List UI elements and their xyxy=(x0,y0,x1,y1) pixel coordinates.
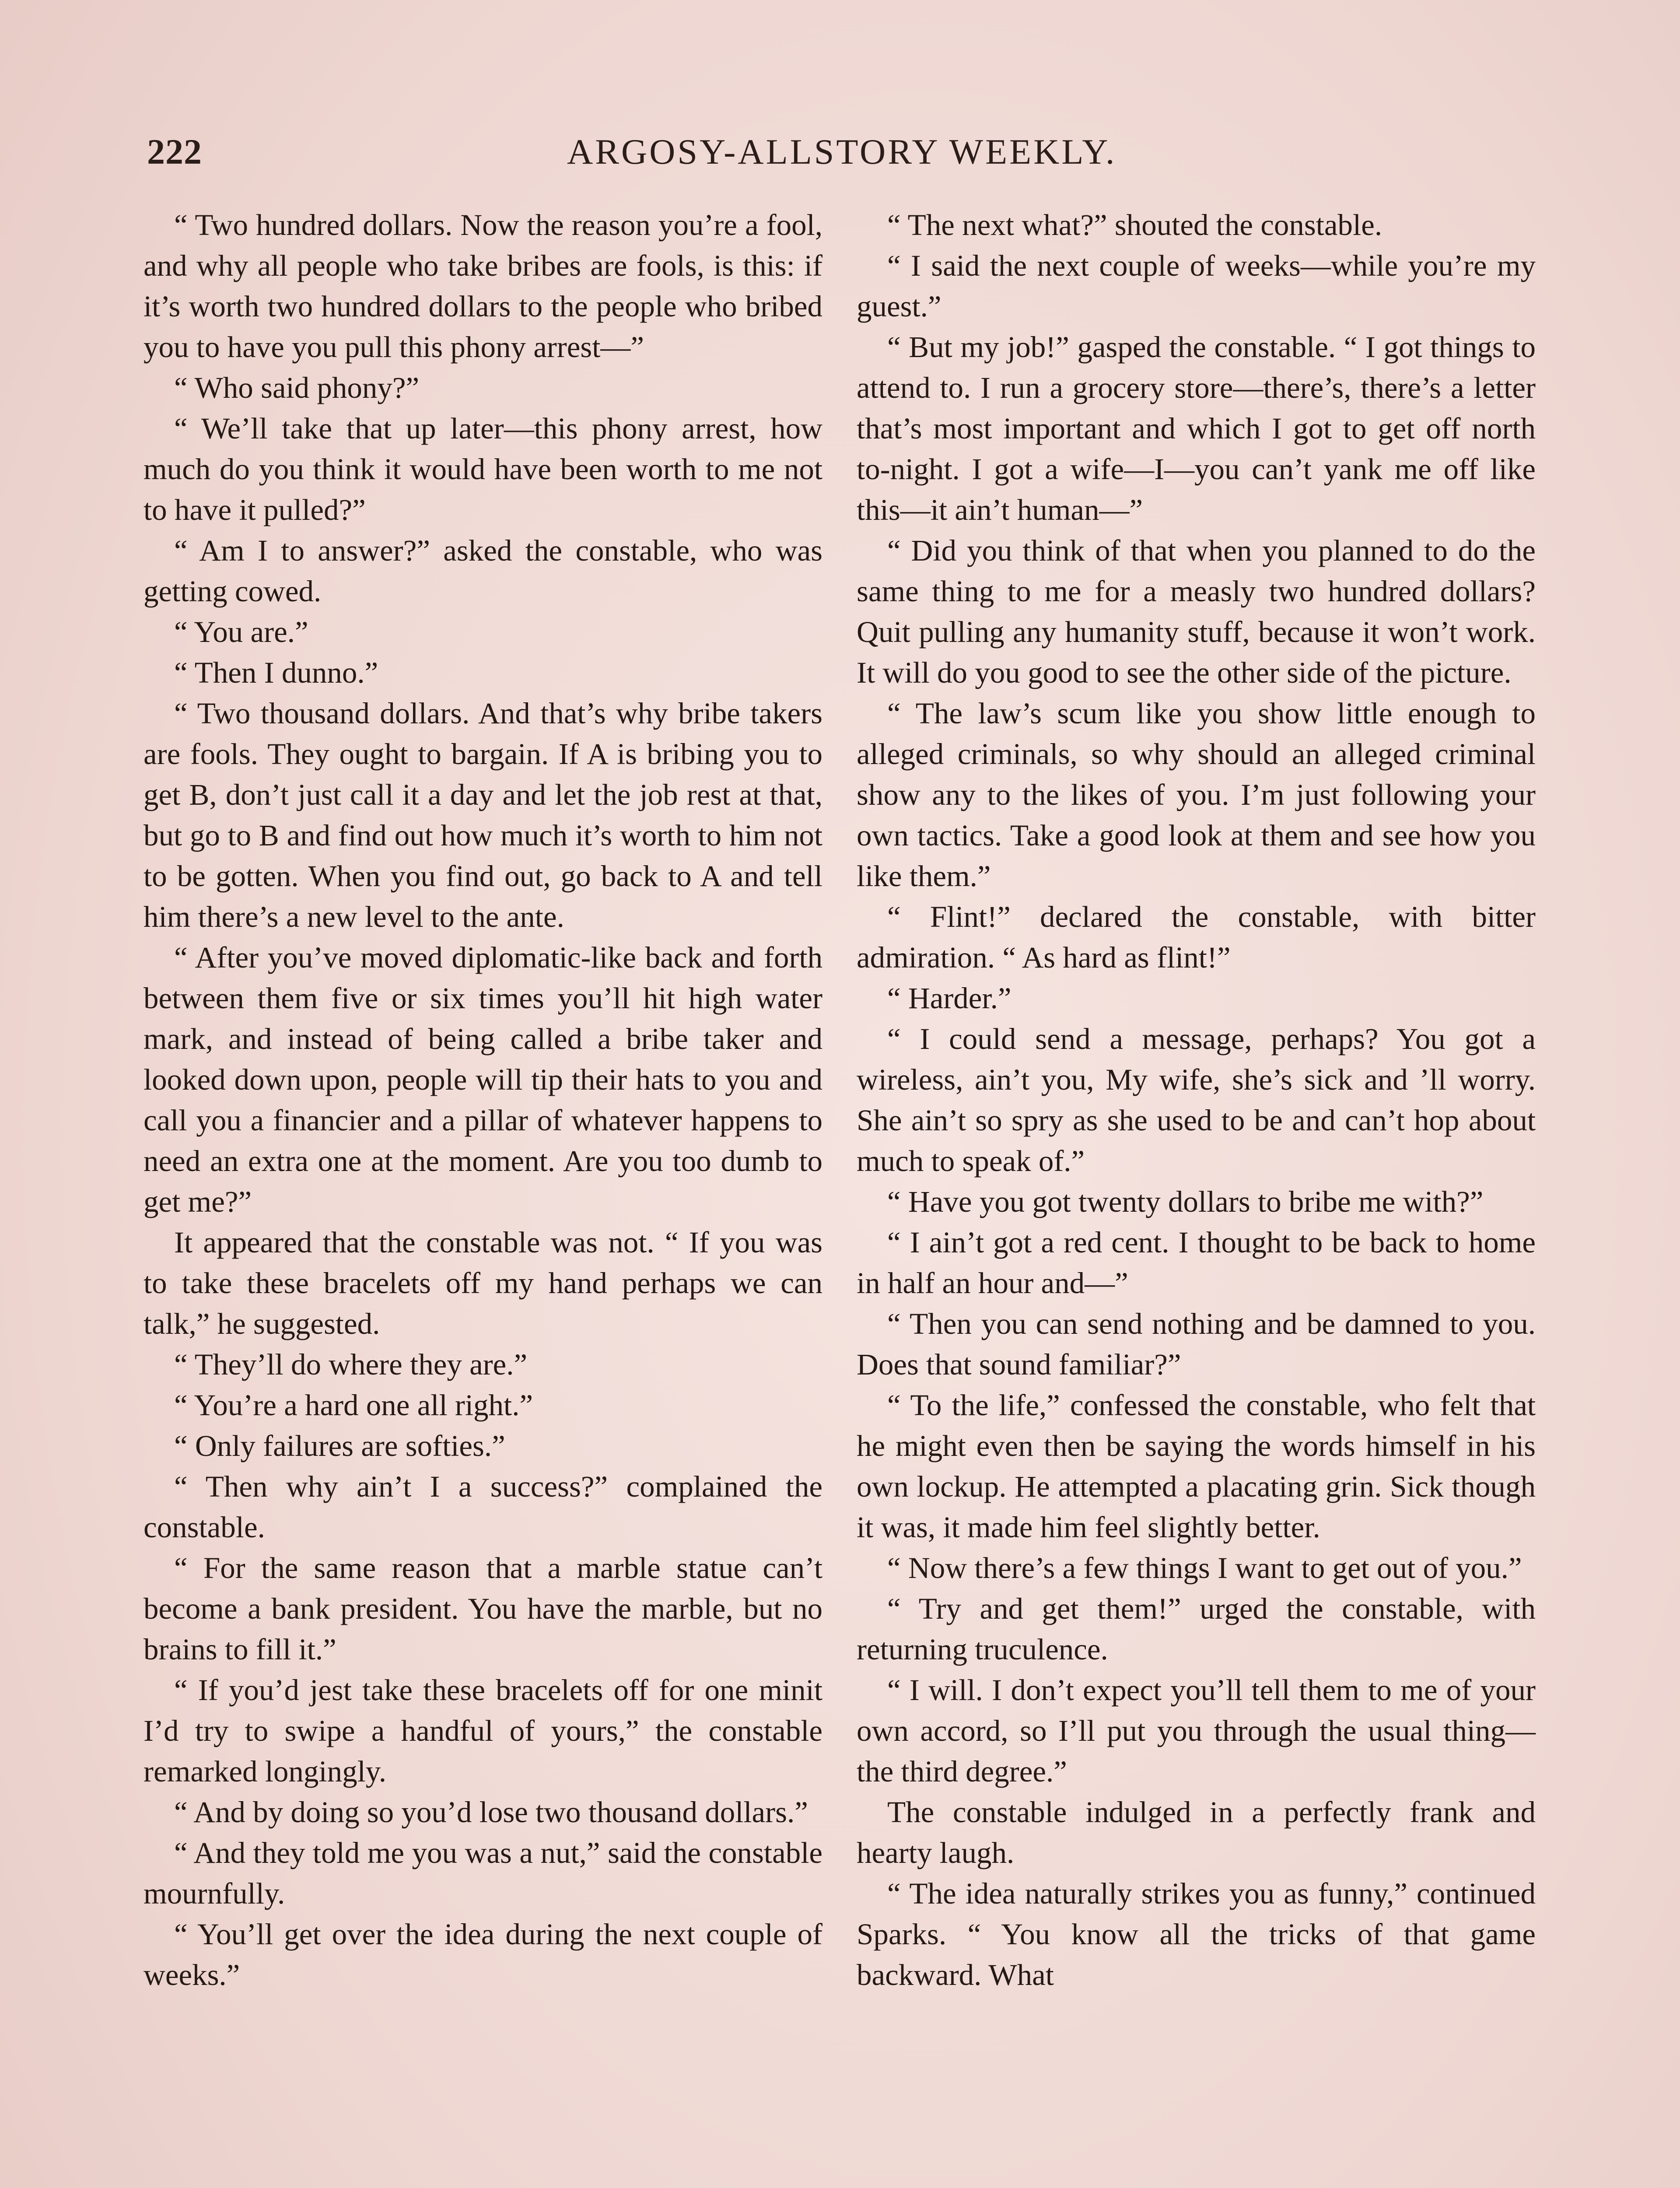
paragraph: “ Am I to answer?” asked the constable, who was getting cowed. xyxy=(144,534,822,608)
paragraph: “ The law’s scum like you show little enough to alleged criminals, so why should an alleged criminal show any to the likes of you. I’m just following your own tactics. Take a good look at them and see how you like them.” xyxy=(857,697,1536,893)
paragraph: It appeared that the constable was not. “ If you was to take these bracelets off my hand perhaps we can talk,” he suggested. xyxy=(144,1226,822,1340)
paragraph: “ Then why ain’t I a success?” complained the constable. xyxy=(144,1470,822,1544)
paragraph: “ Two thousand dollars. And that’s why bribe takers are fools. They ought to bargain. If A is bribing you to get B, don’t just call it a day and let the job rest at that, but go to B and find out how much it’s worth to him not to be gotten. When you find out, go back to A and tell him there’s a new level to the ante. xyxy=(144,697,822,933)
paragraph: “ And they told me you was a nut,” said the constable mournfully. xyxy=(144,1836,822,1910)
paragraph: “ I could send a message, perhaps? You got a wireless, ain’t you, My wife, she’s sick and ’ll worry. She ain’t so spry as she used to be and can’t hop about much to speak of.” xyxy=(857,1022,1536,1178)
paragraph: “ For the same reason that a marble statue can’t become a bank president. You have the marble, but no brains to fill it.” xyxy=(144,1551,822,1666)
paragraph: “ And by doing so you’d lose two thousand dollars.” xyxy=(174,1795,808,1829)
paragraph: “ Try and get them!” urged the constable, with returning truculence. xyxy=(857,1592,1536,1666)
paragraph: “ Two hundred dollars. Now the reason you’re a fool, and why all people who take bribes are fools, is this: if it’s worth two hundred dollars to the people who bribed you to have you pull this phony arrest—” xyxy=(144,208,822,364)
page-header xyxy=(147,131,1532,179)
paragraph: The constable indulged in a perfectly frank and hearty laugh. xyxy=(857,1795,1536,1869)
paragraph: “ Now there’s a few things I want to get out of you.” xyxy=(887,1551,1522,1585)
paragraph: “ Then you can send nothing and be damned to you. Does that sound familiar?” xyxy=(857,1307,1536,1381)
paragraph: “ Who said phony?” xyxy=(174,371,420,404)
paragraph: “ Did you think of that when you planned to do the same thing to me for a measly two hundred dollars? Quit pulling any humanity stuff, because it won’t work. It will do you good to see the other side of the picture. xyxy=(857,534,1536,689)
paragraph: “ They’ll do where they are.” xyxy=(174,1348,528,1381)
right-column xyxy=(857,205,1536,1995)
left-column xyxy=(144,205,822,1995)
paragraph: “ The idea naturally strikes you as funny,” continued Sparks. “ You know all the tricks of that game backward. What xyxy=(857,1877,1536,1992)
paragraph: “ Have you got twenty dollars to bribe me with?” xyxy=(887,1185,1484,1218)
paragraph: “ You are.” xyxy=(174,615,308,649)
paragraph: “ Harder.” xyxy=(887,982,1012,1015)
paragraph: “ After you’ve moved diplomatic-like back and forth between them five or six times you’ll hit high water mark, and instead of being called a bribe taker and looked down upon, people will tip their hats to you and call you a financier and a pillar of whatever happens to need an extra one at the moment. Are you too dumb to get me?” xyxy=(144,941,822,1218)
paragraph: “ To the life,” confessed the constable, who felt that he might even then be saying the words himself in his own lockup. He attempted a placating grin. Sick though it was, it made him feel slightly better. xyxy=(857,1389,1536,1544)
page-number: 222 xyxy=(147,132,202,172)
paragraph: “ If you’d jest take these bracelets off for one minit I’d try to swipe a handful of yours,” the constable remarked longingly. xyxy=(144,1673,822,1788)
paragraph: “ I will. I don’t expect you’ll tell them to me of your own accord, so I’ll put you through the usual thing—the third degree.” xyxy=(857,1673,1536,1788)
paragraph: “ Then I dunno.” xyxy=(174,656,378,689)
paragraph: “ Only failures are softies.” xyxy=(174,1429,505,1462)
paragraph: “ But my job!” gasped the constable. “ I got things to attend to. I run a grocery store—there’s, there’s a letter that’s most important and which I got to get off north to-night. I got a wife—I—you can’t yank me off like this—it ain’t human—” xyxy=(857,330,1536,526)
running-title: ARGOSY-ALLSTORY WEEKLY. xyxy=(567,132,1117,172)
paragraph: “ The next what?” shouted the constable. xyxy=(887,208,1382,242)
paragraph: “ You’re a hard one all right.” xyxy=(174,1389,533,1422)
paragraph: “ We’ll take that up later—this phony arrest, how much do you think it would have been worth to me not to have it pulled?” xyxy=(144,412,822,526)
paragraph: “ I said the next couple of weeks—while you’re my guest.” xyxy=(857,249,1536,323)
paragraph: “ I ain’t got a red cent. I thought to be back to home in half an hour and—” xyxy=(857,1226,1536,1300)
paragraph: “ You’ll get over the idea during the next couple of weeks.” xyxy=(144,1918,822,1992)
paragraph: “ Flint!” declared the constable, with bitter admiration. “ As hard as flint!” xyxy=(857,900,1536,974)
